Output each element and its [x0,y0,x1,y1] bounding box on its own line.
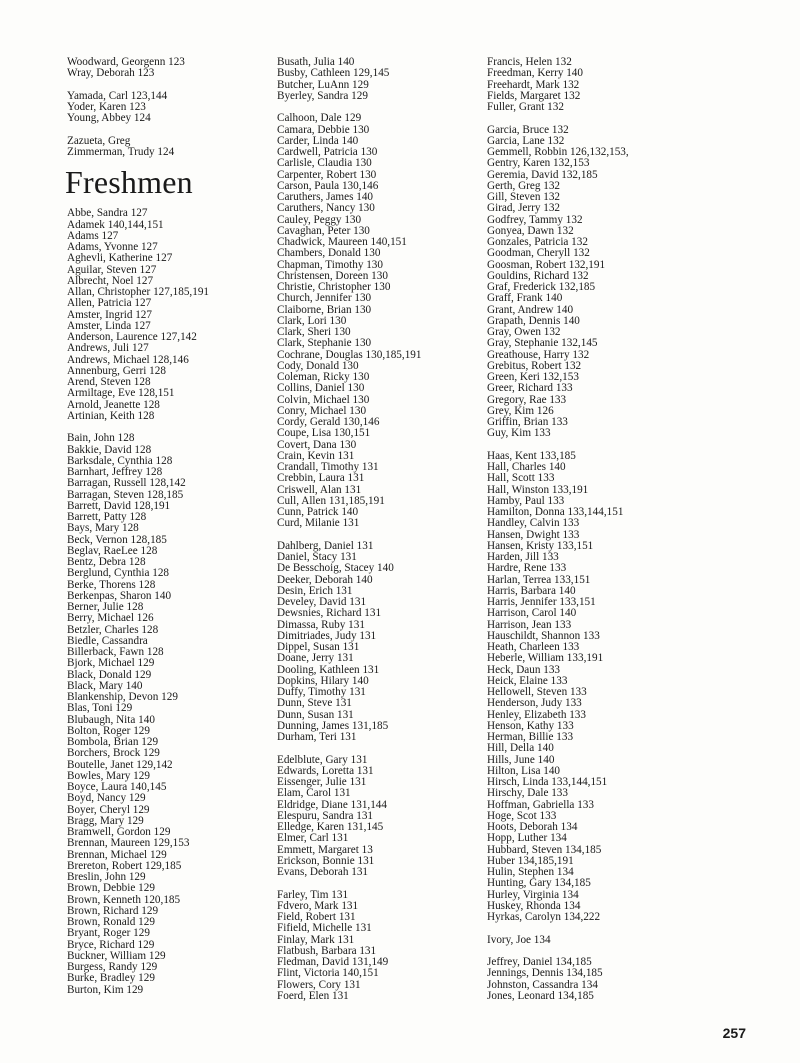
index-entry: Hall, Charles 140 [487,461,566,473]
index-entry: Greathouse, Harry 132 [487,348,590,361]
index-entry: Dunn, Steve 131 [277,697,352,710]
index-entry: Heick, Elaine 133 [487,674,568,687]
index-entry: Eissenger, Julie 131 [277,776,367,788]
index-entry: Evans, Deborah 131 [277,866,369,878]
index-entry: Yamada, Carl 123,144 [67,89,168,102]
index-column-1 [67,57,209,996]
index-entry: Freedman, Kerry 140 [487,67,583,80]
index-entry: Zazueta, Greg [67,134,131,147]
index-entry: Coleman, Ricky 130 [277,371,370,383]
index-entry: Amster, Linda 127 [67,319,151,332]
index-entry: Bain, John 128 [67,432,135,445]
index-entry: Boyer, Cheryl 129 [67,803,150,816]
index-entry: Hirsch, Linda 133,144,151 [487,776,608,788]
index-entry: Hall, Scott 133 [487,472,555,485]
index-entry: Gonyea, Dawn 132 [487,224,574,237]
index-entry: Hyrkas, Carolyn 134,222 [487,911,601,923]
index-entry: Jones, Leonard 134,185 [487,989,594,1002]
index-entry: Wray, Deborah 123 [67,67,155,80]
index-entry: Berglund, Cynthia 128 [67,567,170,580]
index-entry: Carder, Linda 140 [277,134,359,147]
index-entry: Haas, Kent 133,185 [487,449,576,462]
index-entry: Barrett, Patty 128 [67,511,147,523]
page-number: 257 [722,1025,746,1041]
index-entry: Harlan, Terrea 133,151 [487,573,591,586]
index-entry: Cochrane, Douglas 130,185,191 [277,348,422,361]
index-entry: Hurley, Virginia 134 [487,888,579,901]
index-entry: Butcher, LuAnn 129 [277,78,369,91]
index-entry: Gerth, Greg 132 [487,179,561,192]
index-entry: Boutelle, Janet 129,142 [67,758,173,771]
index-entry: Fuller, Grant 132 [487,101,564,113]
index-entry: Burgess, Randy 129 [67,961,158,973]
index-entry: Hoge, Scot 133 [487,809,557,822]
index-entry: Edelblute, Gary 131 [277,753,368,766]
index-entry: Brown, Debbie 129 [67,882,155,895]
index-entry: Johnston, Cassandra 134 [487,978,598,991]
index-entry: Caruthers, James 140 [277,191,374,203]
index-entry: Eldridge, Diane 131,144 [277,798,387,811]
index-entry: Erickson, Bonnie 131 [277,854,375,867]
index-entry: Bentz, Debra 128 [67,556,146,568]
index-entry: Brown, Kenneth 120,185 [67,893,181,906]
index-entry: Church, Jennifer 130 [277,292,372,305]
index-entry: Conry, Michael 130 [277,404,367,417]
index-entry: Hoffman, Gabriella 133 [487,798,594,811]
index-entry: Cauley, Peggy 130 [277,213,362,226]
index-entry: Chapman, Timothy 130 [277,258,383,271]
index-entry: Dimassa, Ruby 131 [277,618,365,631]
index-entry: Henson, Kathy 133 [487,719,574,732]
index-entry: Boyd, Nancy 129 [67,792,146,805]
index-entry: Betzler, Charles 128 [67,623,159,636]
index-entry: Harrison, Jean 133 [487,618,572,631]
index-entry: Greer, Richard 133 [487,382,573,395]
index-entry: Barragan, Steven 128,185 [67,488,184,501]
index-entry: Dunn, Susan 131 [277,708,354,721]
index-entry: Goodman, Cheryll 132 [487,247,590,260]
index-entry: Burton, Kim 129 [67,983,144,996]
index-entry: Abbe, Sandra 127 [67,207,148,220]
index-entry: Geremia, David 132,185 [487,168,598,181]
index-entry: Allen, Patricia 127 [67,297,152,310]
index-entry: Byerley, Sandra 129 [277,89,368,102]
index-entry: Huskey, Rhonda 134 [487,899,581,912]
index-entry: Farley, Tim 131 [277,888,349,901]
index-entry: Bramwell, Gordon 129 [67,826,171,838]
index-entry: Garcia, Lane 132 [487,134,565,147]
index-entry: Field, Robert 131 [277,911,356,923]
index-entry: Develey, David 131 [277,596,367,608]
index-entry: Harrison, Carol 140 [487,607,577,620]
index-entry: Brown, Ronald 129 [67,916,155,928]
index-entry: Foerd, Elen 131 [277,989,349,1002]
index-entry: Cull, Allen 131,185,191 [277,494,385,507]
index-entry: Grebitus, Robert 132 [487,359,582,372]
index-entry: Henderson, Judy 133 [487,697,582,710]
index-entry: Flint, Victoria 140,151 [277,967,379,980]
index-entry: Hoots, Deborah 134 [487,821,578,833]
index-entry: Hirschy, Dale 133 [487,787,568,800]
index-entry: Berkenpas, Sharon 140 [67,589,172,602]
index-entry: Coupe, Lisa 130,151 [277,427,371,440]
index-entry: Edwards, Loretta 131 [277,764,374,777]
index-entry: Barragan, Russell 128,142 [67,477,186,490]
index-entry: Brereton, Robert 129,185 [67,859,182,872]
index-entry: Dooling, Kathleen 131 [277,663,380,676]
index-entry: Grey, Kim 126 [487,404,554,417]
index-entry: Hansen, Dwight 133 [487,528,580,541]
index-entry: Deeker, Deborah 140 [277,573,373,586]
index-entry: Hansen, Kristy 133,151 [487,539,594,552]
index-entry: Goosman, Robert 132,191 [487,258,606,271]
index-entry: Cordy, Gerald 130,146 [277,416,380,428]
index-entry: Elespuru, Sandra 131 [277,809,374,822]
index-entry: Dopkins, Hilary 140 [277,674,369,687]
index-entry: Bolton, Roger 129 [67,724,150,737]
index-entry: Aguilar, Steven 127 [67,263,157,276]
index-entry: Andrews, Juli 127 [67,342,149,355]
index-entry: Daniel, Stacy 131 [277,551,357,563]
index-entry: Gill, Steven 132 [487,191,561,203]
index-entry: Jennings, Dennis 134,185 [487,967,603,980]
index-entry: Jeffrey, Daniel 134,185 [487,956,592,968]
index-entry: Gray, Stephanie 132,145 [487,337,598,350]
index-entry: Clark, Lori 130 [277,314,347,327]
index-entry: Clark, Sheri 130 [277,326,351,338]
index-entry: Christensen, Doreen 130 [277,269,388,282]
index-entry: Bragg, Mary 129 [67,814,144,827]
index-entry: Hulin, Stephen 134 [487,866,574,878]
index-entry: Billerback, Fawn 128 [67,646,164,658]
index-entry: Graf, Frederick 132,185 [487,281,596,293]
index-entry: Flatbush, Barbara 131 [277,944,377,957]
index-entry: Boyce, Laura 140,145 [67,781,167,793]
index-entry: Covert, Dana 130 [277,438,357,451]
index-column-2 [277,57,421,1002]
index-entry: Andrews, Michael 128,146 [67,353,189,366]
index-entry: Fields, Margaret 132 [487,89,581,102]
section-heading: Freshmen [65,164,193,201]
index-entry: Handley, Calvin 133 [487,517,580,530]
index-entry: Brown, Richard 129 [67,904,159,917]
index-entry: Harris, Jennifer 133,151 [487,596,596,608]
index-entry: Berke, Thorens 128 [67,578,156,591]
index-entry: Colvin, Michael 130 [277,393,370,406]
index-entry: Caruthers, Nancy 130 [277,202,375,215]
index-entry: Heath, Charleen 133 [487,641,580,653]
index-entry: Duffy, Timothy 131 [277,686,366,698]
index-entry: De Besschoig, Stacey 140 [277,562,394,575]
index-entry: Carpenter, Robert 130 [277,168,377,181]
index-entry: Finlay, Mark 131 [277,933,355,946]
index-entry: Busby, Cathleen 129,145 [277,67,390,80]
index-entry: Beglav, RaeLee 128 [67,544,158,557]
index-entry: Young, Abbey 124 [67,112,151,125]
index-entry: Bryce, Richard 129 [67,938,155,951]
index-entry: Allan, Christopher 127,185,191 [67,286,210,298]
index-entry: Chambers, Donald 130 [277,247,381,260]
index-entry: Fledman, David 131,149 [277,956,389,968]
index-entry: Zimmerman, Trudy 124 [67,146,175,158]
index-entry: Hunting, Gary 134,185 [487,877,591,890]
index-entry: Fifield, Michelle 131 [277,922,372,935]
index-entry: Criswell, Alan 131 [277,483,362,496]
index-entry: Black, Mary 140 [67,679,143,692]
index-entry: Gray, Owen 132 [487,326,561,338]
index-entry: Buckner, William 129 [67,949,166,962]
index-entry: Chadwick, Maureen 140,151 [277,236,407,248]
index-entry: Hill, Della 140 [487,742,554,755]
index-entry: Griffin, Brian 133 [487,416,568,428]
index-entry: Heck, Daun 133 [487,663,561,676]
index-entry: Green, Keri 132,153 [487,371,579,383]
index-entry: Bowles, Mary 129 [67,769,150,782]
index-entry: Berner, Julie 128 [67,601,144,613]
index-entry: Hamby, Paul 133 [487,494,565,507]
index-entry: Hills, June 140 [487,753,555,766]
index-entry: Beck, Vernon 128,185 [67,533,167,546]
index-entry: Burke, Bradley 129 [67,972,155,985]
index-entry: Yoder, Karen 123 [67,101,146,113]
index-entry: Adamek 140,144,151 [67,218,164,231]
group-spacer [487,113,629,124]
index-entry: Curd, Milanie 131 [277,517,360,530]
index-entry: Barksdale, Cynthia 128 [67,454,173,467]
index-entry: Cody, Donald 130 [277,359,359,372]
index-entry: Dewsnies, Richard 131 [277,607,382,620]
index-entry: Hilton, Lisa 140 [487,764,561,777]
index-entry: Blankenship, Devon 129 [67,691,178,703]
index-entry: Annenburg, Gerri 128 [67,364,166,377]
index-entry: Ivory, Joe 134 [487,933,551,946]
index-entry: Elledge, Karen 131,145 [277,821,384,833]
index-entry: Camara, Debbie 130 [277,123,370,136]
index-entry: Black, Donald 129 [67,668,152,681]
index-entry: Durham, Teri 131 [277,731,357,743]
index-entry: Dunning, James 131,185 [277,719,389,732]
index-entry: Bays, Mary 128 [67,522,139,535]
index-entry: Breslin, John 129 [67,871,146,883]
index-entry: Albrecht, Noel 127 [67,274,154,287]
index-entry: Elam, Carol 131 [277,787,351,800]
index-entry: Bombola, Brian 129 [67,736,159,748]
index-entry: Adams 127 [67,229,119,242]
index-entry: Berry, Michael 126 [67,612,154,625]
index-entry: Godfrey, Tammy 132 [487,213,583,226]
index-entry: Grapath, Dennis 140 [487,314,580,327]
index-entry: Huber 134,185,191 [487,854,574,867]
index-entry: Guy, Kim 133 [487,427,551,440]
index-entry: Arend, Steven 128 [67,376,151,388]
index-entry: Gonzales, Patricia 132 [487,236,588,248]
index-entry: Crain, Kevin 131 [277,449,355,462]
index-entry: Anderson, Laurence 127,142 [67,331,197,343]
index-entry: Aghevli, Katherine 127 [67,252,173,265]
index-entry: Bakkie, David 128 [67,443,152,456]
index-entry: Carson, Paula 130,146 [277,179,379,192]
index-entry: Freehardt, Mark 132 [487,78,580,91]
index-entry: Dippel, Susan 131 [277,641,360,653]
index-entry: Brennan, Michael 129 [67,848,167,861]
index-entry: Dimitriades, Judy 131 [277,629,377,642]
index-entry: Barrett, David 128,191 [67,499,171,512]
index-entry: Elmer, Carl 131 [277,832,349,845]
index-entry: Hauschildt, Shannon 133 [487,629,600,642]
index-entry: Hardre, Rene 133 [487,562,567,575]
index-entry: Herman, Billie 133 [487,731,574,743]
index-column-3 [487,57,629,1002]
index-entry: Flowers, Cory 131 [277,978,361,991]
index-entry: Garcia, Bruce 132 [487,123,569,136]
index-entry: Dahlberg, Daniel 131 [277,539,374,552]
index-entry: Gemmell, Robbin 126,132,153, [487,146,629,158]
index-entry: Crebbin, Laura 131 [277,472,365,485]
group-spacer [277,878,421,889]
index-entry: Fdvero, Mark 131 [277,899,359,912]
index-entry: Hopp, Luther 134 [487,832,567,845]
index-entry: Harris, Barbara 140 [487,584,576,597]
index-entry: Biedle, Cassandra [67,634,148,647]
index-entry: Carlisle, Claudia 130 [277,157,372,170]
group-spacer [487,923,629,934]
index-entry: Henley, Elizabeth 133 [487,708,586,721]
index-entry: Clark, Stephanie 130 [277,337,372,350]
index-entry: Hellowell, Steven 133 [487,686,587,698]
index-entry: Barnhart, Jeffrey 128 [67,466,163,478]
index-entry: Doane, Jerry 131 [277,652,354,665]
index-entry: Graff, Frank 140 [487,292,563,305]
index-entry: Christie, Christopher 130 [277,281,391,293]
index-entry: Arnold, Jeanette 128 [67,398,160,411]
index-entry: Busath, Julia 140 [277,56,355,68]
index-entry: Cunn, Patrick 140 [277,506,359,518]
index-entry: Collins, Daniel 130 [277,382,365,395]
index-entry: Hamilton, Donna 133,144,151 [487,506,624,518]
index-entry: Heberle, William 133,191 [487,652,604,665]
index-entry: Crandall, Timothy 131 [277,461,379,473]
index-entry: Claiborne, Brian 130 [277,303,372,316]
index-entry: Blas, Toni 129 [67,702,133,715]
index-entry: Hall, Winston 133,191 [487,483,589,496]
index-entry: Woodward, Georgenn 123 [67,56,185,68]
index-entry: Harden, Jill 133 [487,551,559,563]
index-entry: Emmett, Margaret 13 [277,843,373,856]
index-entry: Gentry, Karen 132,153 [487,157,590,170]
index-entry: Adams, Yvonne 127 [67,241,158,253]
index-entry: Francis, Helen 132 [487,56,572,68]
index-entry: Cardwell, Patricia 130 [277,146,378,158]
index-entry: Desin, Erich 131 [277,584,353,597]
index-entry: Bryant, Roger 129 [67,927,150,940]
index-entry: Borchers, Brock 129 [67,747,160,760]
index-entry: Brennan, Maureen 129,153 [67,837,190,850]
index-entry: Artinian, Keith 128 [67,409,155,422]
index-entry: Bjork, Michael 129 [67,657,155,670]
index-entry: Cavaghan, Peter 130 [277,224,370,237]
group-spacer [277,743,421,754]
index-entry: Girad, Jerry 132 [487,202,561,215]
index-entry: Grant, Andrew 140 [487,303,574,316]
index-entry: Hubbard, Steven 134,185 [487,843,602,856]
index-entry: Gregory, Rae 133 [487,393,567,406]
index-entry: Blubaugh, Nita 140 [67,713,155,726]
index-entry: Calhoon, Dale 129 [277,112,362,125]
index-entry: Amster, Ingrid 127 [67,308,152,321]
index-entry: Gouldins, Richard 132 [487,269,589,282]
index-entry: Armiltage, Eve 128,151 [67,387,175,400]
